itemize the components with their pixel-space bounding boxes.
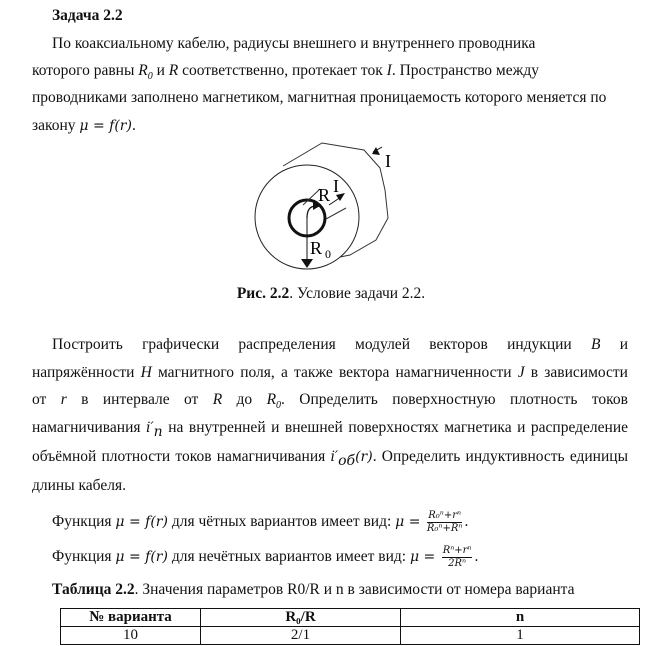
formula-text: для нечётных вариантов имеет вид: xyxy=(167,548,410,566)
radius-label-outer: R xyxy=(310,238,323,258)
text-line xyxy=(32,61,628,81)
text-segment: в зависимости xyxy=(524,364,628,381)
text-line xyxy=(52,335,628,355)
text-segment: и xyxy=(152,62,169,79)
current-label-outer: I xyxy=(385,151,391,171)
text-segment: . Определить индуктивность единицы xyxy=(372,448,628,465)
current-label-inner: I xyxy=(333,176,339,196)
header-n: n xyxy=(401,609,640,627)
text-segment: R xyxy=(266,391,277,408)
text-segment: 0 xyxy=(147,71,153,83)
text-segment: По коаксиальному кабелю, радиусы внешнего и внутреннего проводника xyxy=(52,35,536,52)
table-header-row xyxy=(61,609,640,627)
text-line xyxy=(52,34,628,54)
coaxial-cable-figure xyxy=(240,140,420,280)
text-segment: Построить графически распределения модулей векторов индукции xyxy=(52,336,591,353)
formula-even xyxy=(52,510,648,535)
text-segment: . xyxy=(131,117,136,134)
text-segment: H xyxy=(140,364,152,381)
formula-lhs: μ = xyxy=(409,549,440,566)
text-segment: намагничивания xyxy=(32,419,147,436)
formula-fraction xyxy=(427,510,463,535)
arrow-icon xyxy=(301,259,313,268)
period: . xyxy=(474,548,479,566)
text-segment: R xyxy=(168,62,179,79)
text-line xyxy=(32,116,628,136)
period: . xyxy=(464,513,469,531)
table-row xyxy=(61,627,640,645)
text-segment: J xyxy=(517,364,525,381)
text-segment: и xyxy=(600,336,628,353)
figure-caption xyxy=(0,284,662,304)
text-segment: в интервале от xyxy=(66,391,213,408)
text-segment: которого равны xyxy=(32,62,139,79)
conductor-outline xyxy=(283,143,388,257)
text-segment: . Определить поверхностную плотность токов xyxy=(281,391,628,408)
text-line xyxy=(32,447,628,467)
text-segment: μ = f(r) xyxy=(79,118,132,134)
formula-func: μ = f(r) xyxy=(115,549,168,566)
table-caption xyxy=(52,580,648,600)
text-segment: i′ xyxy=(330,449,339,465)
text-segment: магнитного поля, а также вектора намагниченности xyxy=(151,364,518,381)
text-segment: об xyxy=(338,453,356,467)
radius-label-outer-sub: 0 xyxy=(325,247,331,261)
text-line xyxy=(32,88,628,108)
table-caption-label: Таблица 2.2 xyxy=(52,581,135,598)
text-line xyxy=(32,363,628,383)
text-segment: B xyxy=(590,336,601,353)
text-segment: r xyxy=(60,391,67,408)
text-segment: (r) xyxy=(355,449,373,465)
text-segment: до xyxy=(222,391,267,408)
caption-label: Рис. 2.2 xyxy=(236,285,290,302)
text-segment: на внутренней и внешней поверхностях магнетика и распределение xyxy=(162,419,628,436)
formula-lhs: μ = xyxy=(395,514,425,531)
text-segment: соответственно, протекает ток xyxy=(178,62,387,79)
text-segment: R xyxy=(138,62,148,79)
text-line xyxy=(32,390,628,410)
denominator: 2Rⁿ xyxy=(448,558,467,569)
text-segment: объёмной плотности токов намагничивания xyxy=(32,448,331,465)
cell-n: 1 xyxy=(401,627,640,645)
text-segment: напряжённости xyxy=(32,364,141,381)
text-segment: 0 xyxy=(276,400,282,410)
formula-prefix: Функция xyxy=(52,548,116,566)
formula-fraction xyxy=(442,545,473,570)
caption-text: . Условие задачи 2.2. xyxy=(289,285,426,302)
radius-label-inner: R xyxy=(318,185,331,205)
text-segment: проводниками заполнено магнетиком, магнитная проницаемость которого меняется по xyxy=(32,89,607,106)
formula-odd xyxy=(52,545,648,570)
numerator: Rⁿ+rⁿ xyxy=(442,545,472,556)
text-segment: п xyxy=(153,424,163,438)
variant-table xyxy=(60,608,640,645)
cell-ratio: 2/1 xyxy=(201,627,401,645)
cell-variant: 10 xyxy=(61,627,201,645)
numerator: R₀ⁿ+rⁿ xyxy=(428,510,462,521)
text-segment: R xyxy=(212,391,223,408)
header-variant: № варианта xyxy=(61,609,201,627)
formula-func: μ = f(r) xyxy=(115,514,168,531)
task-title: Задача 2.2 xyxy=(52,7,123,24)
header-ratio: R₀/R xyxy=(201,609,401,627)
text-segment: длины кабеля. xyxy=(32,477,126,494)
formula-prefix: Функция xyxy=(52,513,116,531)
text-line xyxy=(32,476,628,496)
text-segment: I xyxy=(386,62,392,79)
formula-text: для чётных вариантов имеет вид: xyxy=(167,513,396,531)
text-segment: закону xyxy=(32,117,80,134)
denominator: R₀ⁿ+Rⁿ xyxy=(426,523,463,534)
table-caption-text: . Значения параметров R0/R и n в зависимости от номера варианта xyxy=(134,581,575,598)
arrow-icon xyxy=(372,147,380,155)
text-segment: . Пространство между xyxy=(391,62,539,79)
text-line xyxy=(32,418,628,438)
text-segment: i′ xyxy=(146,420,154,436)
text-segment: от xyxy=(32,391,61,408)
